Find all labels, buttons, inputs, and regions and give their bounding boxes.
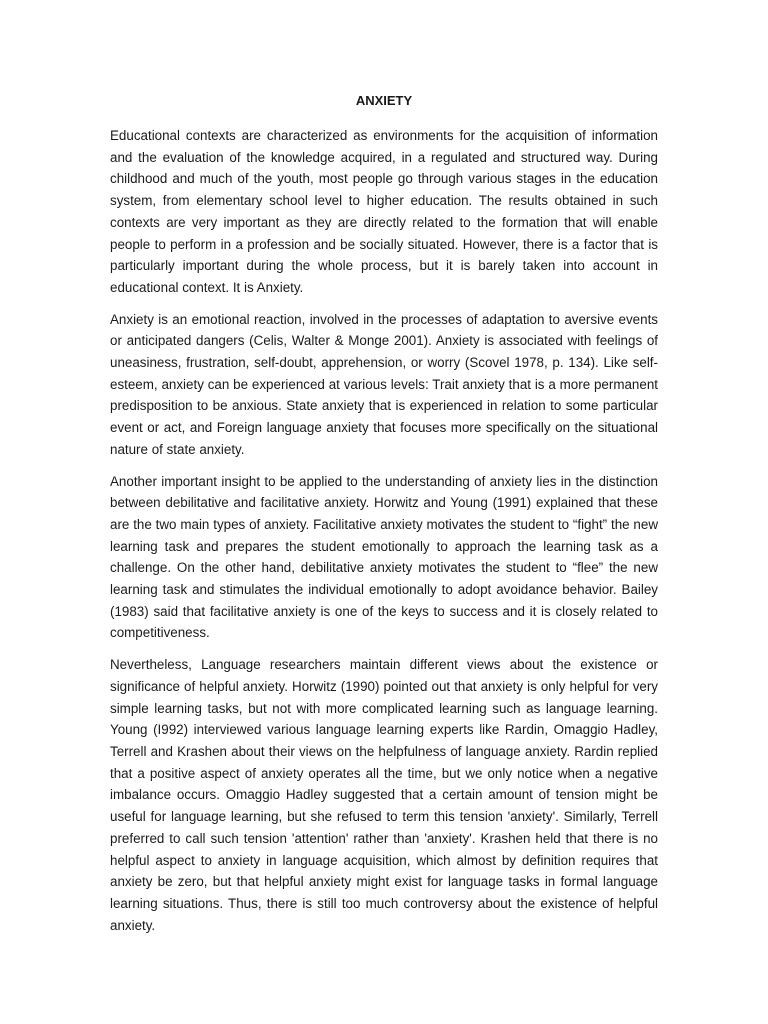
paragraph-debilitative-facilitative: Another important insight to be applied to the understanding of anxiety lies in the distinction between debilitative and facilitative anxiety. Horwitz and Young (1991) explained that these are the two main types of anxiety. Facilitative anxiety motivates the student to “fight” the new learning task and prepares the student emotionally to approach the learning task as a challenge. On the other hand, debilitative anxiety motivates the student to “flee” the new learning task and stimulates the individual emotionally to adopt avoidance behavior. Bailey (1983) said that facilitative anxiety is one of the keys to success and it is closely related to competitiveness.	[110, 473, 658, 641]
document-title: ANXIETY	[355, 93, 413, 108]
document-page	[110, 90, 658, 946]
paragraph-educational-contexts: Educational contexts are characterized as environments for the acquisition of information and the evaluation of the knowledge acquired, in a regulated and structured way. During childhood and much of the youth, most people go through various stages in the education system, from elementary school level to higher education. The results obtained in such contexts are very important as they are directly related to the formation that will enable people to perform in a profession and be socially situated. However, there is a factor that is particularly important during the whole process, but it is barely taken into account in educational context. It is Anxiety.	[110, 128, 658, 295]
paragraph-helpful-anxiety-views: Nevertheless, Language researchers maintain different views about the existence or significance of helpful anxiety. Horwitz (1990) pointed out that anxiety is only helpful for very simple learning tasks, but not with more complicated learning such as language learning. Young (I992) interviewed various language learning experts like Rardin, Omaggio Hadley, Terrell and Krashen about their views on the helpfulness of language anxiety. Rardin replied that a positive aspect of anxiety operates all the time, but we only notice when a negative imbalance occurs. Omaggio Hadley suggested that a certain amount of tension might be useful for language learning, but she refused to term this tension 'anxiety'. Similarly, Terrell preferred to call such tension 'attention' rather than 'anxiety'. Krashen held that there is no helpful aspect to anxiety in language acquisition, which almost by definition requires that anxiety be zero, but that helpful anxiety might exist for language tasks in formal language learning situations. Thus, there is still too much controversy about the existence of helpful anxiety.	[110, 657, 658, 933]
paragraph-anxiety-definition: Anxiety is an emotional reaction, involved in the processes of adaptation to aversive events or anticipated dangers (Celis, Walter & Monge 2001). Anxiety is associated with feelings of uneasiness, frustration, self-doubt, apprehension, or worry (Scovel 1978, p. 134). Like self-esteem, anxiety can be experienced at various levels: Trait anxiety that is a more permanent predisposition to be anxious. State anxiety that is experienced in relation to some particular event or act, and Foreign language anxiety that focuses more specifically on the situational nature of state anxiety.	[110, 311, 658, 457]
